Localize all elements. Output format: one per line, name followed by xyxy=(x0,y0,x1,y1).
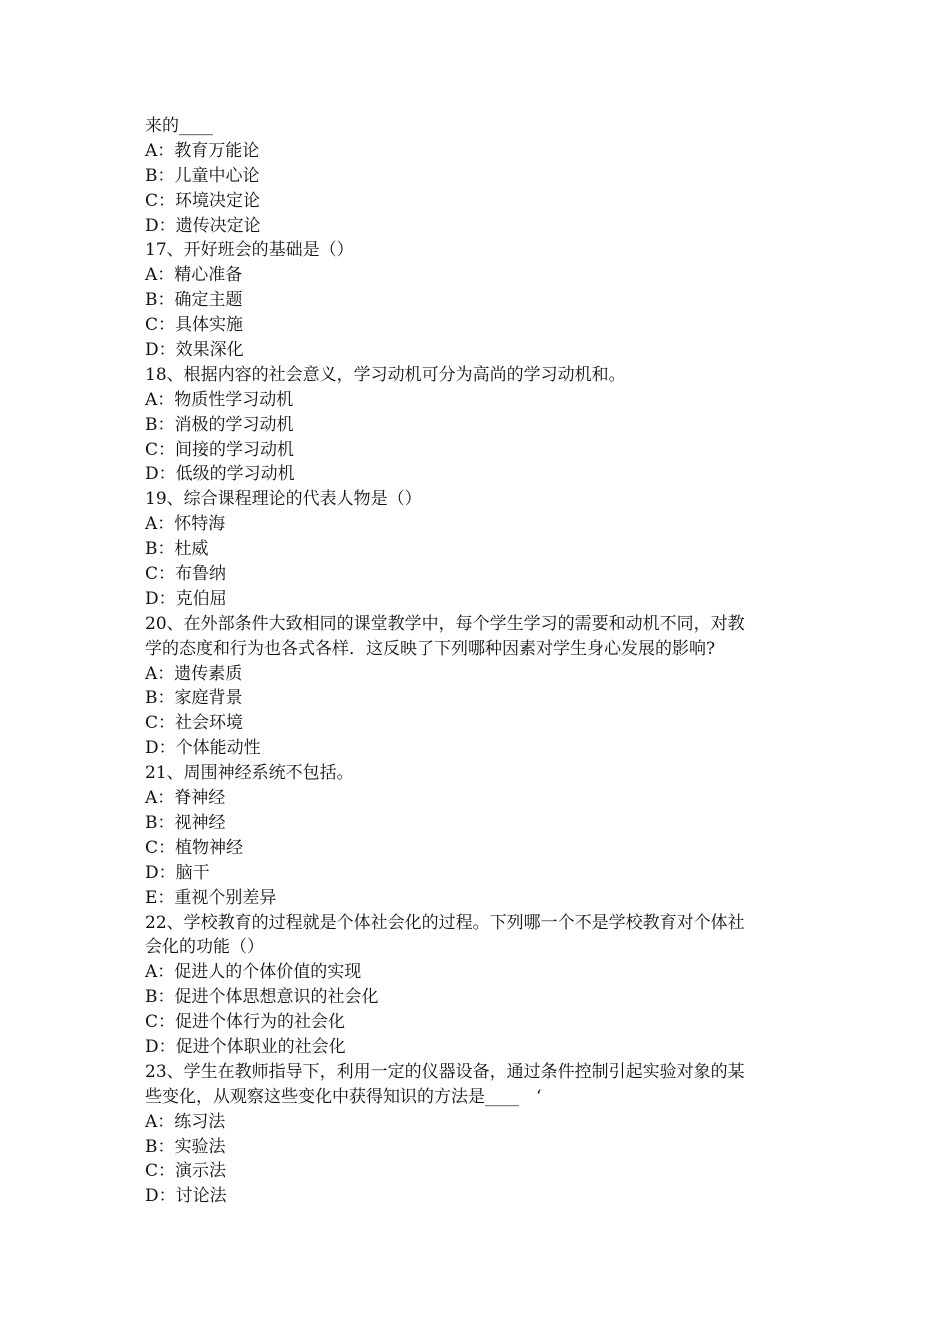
option-b: B：杜威 xyxy=(145,539,209,560)
option-b: B：消极的学习动机 xyxy=(145,414,294,435)
option-d: D：效果深化 xyxy=(145,340,244,361)
option-a: A：物质性学习动机 xyxy=(145,389,294,410)
option-a: A：练习法 xyxy=(145,1111,226,1132)
option-c: C：具体实施 xyxy=(145,315,244,336)
option-c: C：植物神经 xyxy=(145,837,244,858)
option-a: A：脊神经 xyxy=(145,788,226,809)
option-d: D：低级的学习动机 xyxy=(145,464,295,485)
option-b: B：确定主题 xyxy=(145,290,243,311)
question-23-continued: 些变化，从观察这些变化中获得知识的方法是____ ‘ xyxy=(145,1086,542,1107)
text-line: 来的____ xyxy=(145,116,213,136)
option-b: B：家庭背景 xyxy=(145,688,243,709)
option-b: B：视神经 xyxy=(145,812,226,833)
question-18: 18、根据内容的社会意义，学习动机可分为高尚的学习动机和。 xyxy=(145,364,626,385)
option-c: C：布鲁纳 xyxy=(145,564,227,585)
option-d: D：遗传决定论 xyxy=(145,215,261,236)
option-d: D：个体能动性 xyxy=(145,738,261,759)
question-17: 17、开好班会的基础是（） xyxy=(145,240,354,261)
option-d: D：促进个体职业的社会化 xyxy=(145,1036,346,1057)
option-c: C：促进个体行为的社会化 xyxy=(145,1012,346,1033)
option-c: C：间接的学习动机 xyxy=(145,439,295,460)
option-c: C：社会环境 xyxy=(145,713,244,734)
option-e: E：重视个别差异 xyxy=(145,887,277,908)
option-a: A：遗传素质 xyxy=(145,663,243,684)
option-a: A：精心准备 xyxy=(145,265,243,286)
option-d: D：脑干 xyxy=(145,862,210,883)
question-22-continued: 会化的功能（） xyxy=(145,937,264,958)
document-body xyxy=(145,114,810,1209)
option-d: D：讨论法 xyxy=(145,1186,227,1207)
question-23: 23、学生在教师指导下，利用一定的仪器设备，通过条件控制引起实验对象的某 xyxy=(145,1061,745,1082)
question-20-continued: 学的态度和行为也各式各样．这反映了下列哪种因素对学生身心发展的影响? xyxy=(145,638,716,659)
question-21: 21、周围神经系统不包括。 xyxy=(145,763,354,784)
option-a: A：教育万能论 xyxy=(145,140,260,161)
question-19: 19、综合课程理论的代表人物是（） xyxy=(145,489,422,510)
option-c: C：演示法 xyxy=(145,1161,227,1182)
option-a: A：怀特海 xyxy=(145,514,226,535)
option-d: D：克伯屈 xyxy=(145,588,227,609)
option-a: A：促进人的个体价值的实现 xyxy=(145,962,362,983)
question-20: 20、在外部条件大致相同的课堂教学中，每个学生学习的需要和动机不同，对教 xyxy=(145,613,745,634)
option-c: C：环境决定论 xyxy=(145,190,261,211)
question-22: 22、学校教育的过程就是个体社会化的过程。下列哪一个不是学校教育对个体社 xyxy=(145,912,745,933)
option-b: B：实验法 xyxy=(145,1136,226,1157)
option-b: B：促进个体思想意识的社会化 xyxy=(145,987,379,1008)
option-b: B：儿童中心论 xyxy=(145,165,260,186)
